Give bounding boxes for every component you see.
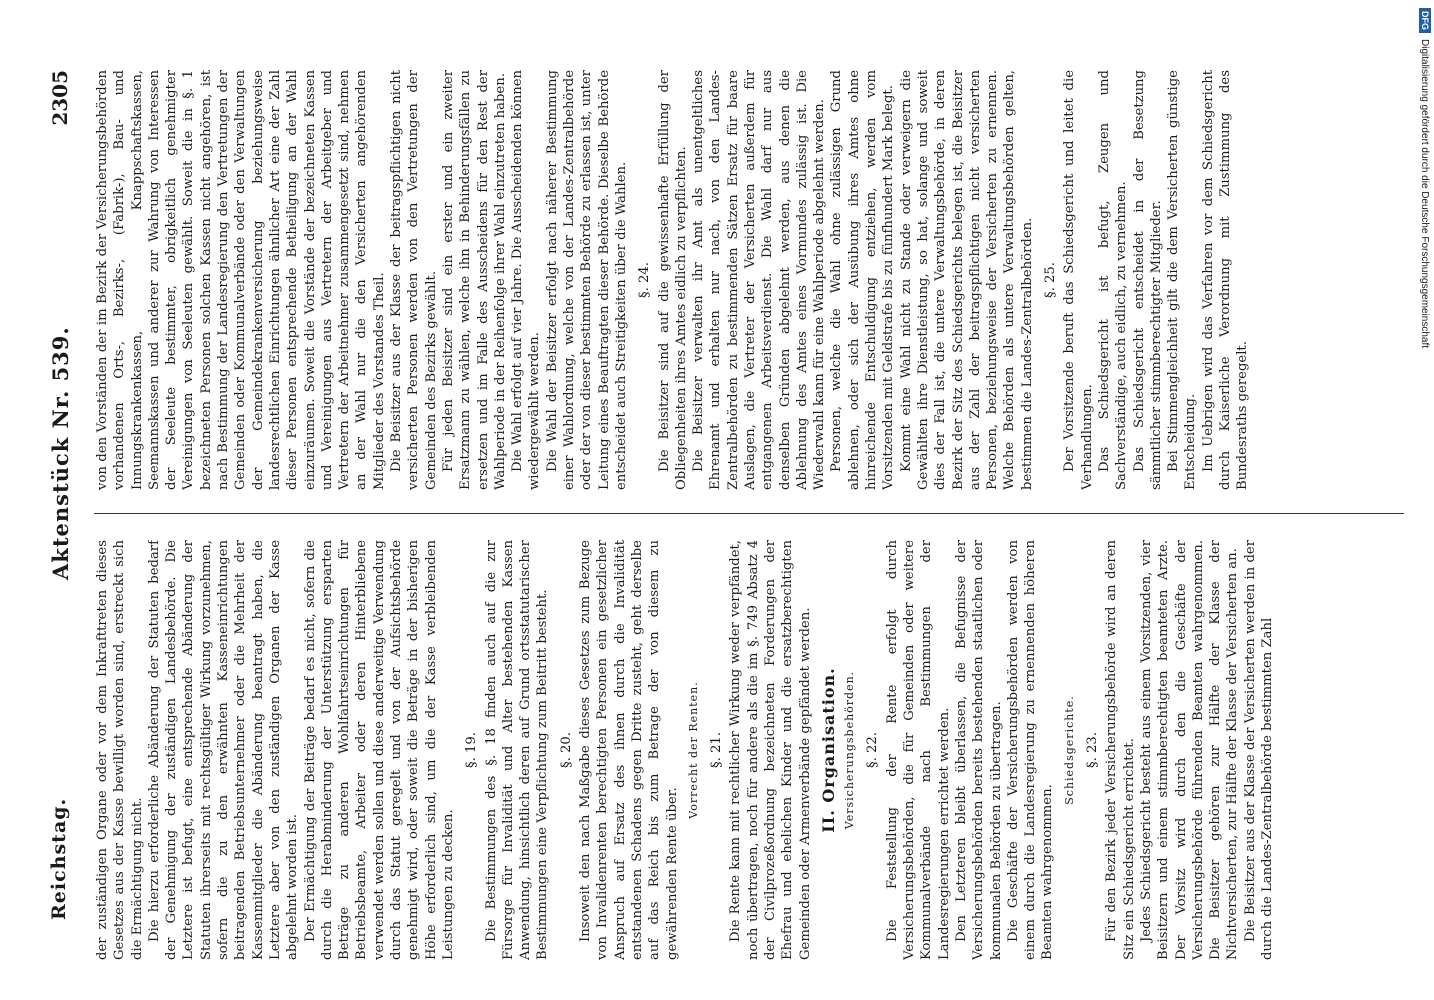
paragraph: Insoweit den nach Maßgabe dieses Gesetzes zum Bezuge von Invalidenrenten berechtigten Personen ein gesetzlicher Anspruch auf Ersatz des ihnen durch die Invalidität entstandenen Schadens gegen Dritte zusteht, geht derselbe auf das Reich bis zum Betrage der von diesem zu gewährenden Rente über. bbox=[578, 540, 680, 960]
paragraph: Personen, welche die Wahl ohne zulässigen Grund ablehnen, oder sich der Ausübung ihres Amtes ohne hinreichende Entschuldigung entziehen, werden vom Vorsitzenden mit Geldstrafe bis zu fünfhundert Mark belegt. bbox=[829, 70, 897, 490]
paragraph: Die Beisitzer aus der Klasse der beitragspflichtigen nicht versicherten Personen werden von den Vertretungen der Gemeinden des Bezirks gewählt. bbox=[389, 70, 439, 490]
column-left bbox=[94, 540, 1408, 960]
paragraph: Die Beisitzer verwalten ihr Amt als unentgeltliches Ehrenamt und erhalten nur nach, von den Landes-Zentralbehörden zu bestimmenden Sätzen Ersatz für baare Auslagen, die Vertreter der Versicherten außerdem für entgangenen Arbeitsverdienst. Die Wahl darf nur aus denselben Gründen abgelehnt werden, aus denen die Ablehnung des Amtes eines Vormundes zulässig ist. Die Wiederwahl kann für eine Wahlperiode abgelehnt werden. bbox=[691, 70, 828, 490]
subheading: Versicherungsbehörden. bbox=[843, 670, 857, 830]
column-divider bbox=[94, 513, 1404, 514]
paragraph: Die Beisitzer aus der Klasse der Versicherten werden in der durch die Landes-Zentralbehörde bestimmten Zahl bbox=[1242, 540, 1275, 960]
paragraph: Die Beisitzer sind auf die gewissenhafte Erfüllung der Obliegenheiten ihres Amtes eidlich zu verpflichten. bbox=[656, 70, 689, 490]
paragraph: Der Ermächtigung der Beiträge bedarf es nicht, sofern die durch die Herabminderung der Unterstützung ersparten Beträge zu anderen Wohlfahrtseinrichtungen für Betriebsbeamte, Arbeiter oder deren Hinterbliebene verwendet werden sollen und diese anderweitige Verwendung durch das Statut geregelt und von der Aufsichtsbehörde genehmigt wird, oder soweit die Beträge in der bisherigen Höhe erforderlich sind, um die der Kasse verbleibenden Leistungen zu decken. bbox=[302, 540, 456, 960]
dfg-logo: DFG bbox=[1419, 8, 1431, 33]
paragraph: Die Wahl der Beisitzer erfolgt nach näherer Bestimmung einer Wahlordnung, welche von der Landes-Zentralbehörde oder der von dieser bestimmten Behörde zu erlassen ist, unter Leitung eines Beauftragten dieser Behörde. Dieselbe Behörde entscheidet auch Streitigkeiten über die Wahlen. bbox=[544, 70, 629, 490]
rotated-document-page bbox=[14, 30, 1414, 980]
section-heading: §. 25. bbox=[1043, 262, 1059, 298]
section-heading: §. 22. bbox=[865, 732, 881, 768]
paragraph: Der Vorsitzende beruft das Schiedsgericht und leitet die Verhandlungen. bbox=[1062, 70, 1095, 490]
part-heading: II. Organisation. bbox=[818, 667, 838, 833]
paragraph: Die hierzu erforderliche Abänderung der Statuten bedarf der Genehmigung der zuständigen Landesbehörde. Die Letztere ist befugt, eine entsprechende Abänderung der Statuten ihrerseits mit rechtsgültiger Wirkung vorzunehmen, sofern die zu den erwähnten Kasseneinrichtungen beitragenden Betriebsunternehmer oder die Mehrheit der Kassenmitglieder die Abänderung beantragt haben, die Letztere aber von den zuständigen Organen der Kasse abgelehnt worden ist. bbox=[146, 540, 301, 960]
paragraph: Im Uebrigen wird das Verfahren vor dem Schiedsgericht durch Kaiserliche Verordnung mit Zustimmung des Bundesraths geregelt. bbox=[1200, 70, 1251, 490]
paragraph: Das Schiedsgericht ist befugt, Zeugen und Sachverständige, auch eidlich, zu vernehmen. bbox=[1096, 70, 1130, 490]
section-heading: §. 21. bbox=[709, 732, 725, 768]
paragraph: Die Wahl erfolgt auf vier Jahre. Die Ausscheidenden können wiedergewählt werden. bbox=[510, 70, 543, 490]
funding-sidebar bbox=[1418, 8, 1434, 992]
header-title: Aktenstück Nr. 539. bbox=[48, 326, 73, 580]
paragraph: Bei Stimmengleichheit gilt die dem Versicherten günstige Entscheidung. bbox=[1166, 70, 1199, 490]
paragraph: Die Feststellung der Rente erfolgt durch Versicherungsbehörden, die für Gemeinden oder weitere Kommunalverbände nach Bestimmungen der Landesregierungen errichtet werden. bbox=[884, 540, 952, 960]
paragraph: Für den Bezirk jeder Versicherungsbehörde wird an deren Sitz ein Schiedsgericht errichtet. bbox=[1104, 540, 1137, 960]
section-heading: §. 19. bbox=[464, 732, 480, 768]
column-right bbox=[94, 70, 1408, 490]
header-left: Reichstag. bbox=[48, 797, 70, 920]
subheading: Vorrecht der Renten. bbox=[686, 681, 700, 819]
paragraph: der zuständigen Organe oder vor dem Inkrafttreten dieses Gesetzes aus der Kasse bewilligt worden sind, erstreckt sich die Ermächtigung nicht. bbox=[95, 540, 145, 960]
paragraph: Den Letzteren bleibt überlassen, die Befugnisse der Versicherungsbehörden bereits bestehenden staatlichen oder kommunalen Behörden zu übertragen. bbox=[953, 540, 1004, 960]
section-heading: §. 20. bbox=[558, 732, 574, 768]
page-number: 2305 bbox=[48, 70, 72, 126]
paragraph: Kommt eine Wahl nicht zu Stande oder verweigern die Gewählten ihre Dienstleistung, so hat, solange und soweit dies der Fall ist, die untere Verwaltungsbehörde, in deren Bezirk der Sitz des Schiedsgerichts belegen ist, die Beisitzer aus der Zahl der beitragspflichtigen nicht versicherten Personen, beziehungsweise der Versicherten zu ernennen. Welche Behörden als untere Verwaltungsbehörden gelten, bestimmen die Landes-Zentralbehörden. bbox=[898, 70, 1035, 490]
paragraph: von den Vorständen der im Bezirk der Versicherungsbehörden vorhandenen Orts-, Bezirks-, (Fabrik-), Bau- und Innungskrankenkassen, Knappschaftskassen, Seemannskassen und anderer zur Wahrung von Interessen der Seeleute bestimmter, obrigkeitlich genehmigter Vereinigungen von Seeleuten gewählt. Soweit die in §. 1 bezeichneten Personen solchen Kassen nicht angehören, ist nach Bestimmung der Landesregierung den Vertretungen der Gemeinden oder Kommunalverbände oder den Verwaltungen der Gemeindekrankenversicherung beziehungsweise landesrechtlichen Einrichtungen ähnlicher Art eine der Zahl dieser Personen entsprechende Betheiligung an der Wahl einzuräumen. Soweit die Vorstände der bezeichneten Kassen und Vereinigungen aus Vertretern der Arbeitgeber und Vertretern der Arbeitnehmer zusammengesetzt sind, nehmen an der Wahl nur die den Versicherten angehörenden Mitglieder des Vorstandes Theil. bbox=[95, 70, 387, 490]
paragraph: Jedes Schiedsgericht besteht aus einem Vorsitzenden, vier Beisitzern und einem stimmberechtigten beamteten Arzte. Der Vorsitz wird durch den die Geschäfte der Versicherungsbehörde führenden Beamten wahrgenommen. Die Beisitzer gehören zur Hälfte der Klasse der Nichtversicherten, zur Hälfte der Klasse der Versicherten an. bbox=[1138, 540, 1241, 960]
section-heading: §. 24. bbox=[637, 262, 653, 298]
paragraph: Die Bestimmungen des §. 18 finden auch auf die zur Fürsorge für Invalidität und Alter bestehenden Kassen Anwendung, hinsichtlich deren auf Grund ortsstatutarischer Bestimmungen eine Verpflichtung zum Beitritt besteht. bbox=[483, 540, 551, 960]
paragraph: Für jeden Beisitzer sind ein erster und ein zweiter Ersatzmann zu wählen, welche ihn in Behinderungsfällen zu ersetzen und im Falle des Ausscheidens für den Rest der Wahlperiode in der Reihenfolge ihrer Wahl einzutreten haben. bbox=[440, 70, 508, 490]
paragraph: Die Geschäfte der Versicherungsbehörden werden von einem durch die Landesregierung zu ernennenden höheren Beamten wahrgenommen. bbox=[1005, 540, 1056, 960]
funding-notice bbox=[1416, 8, 1432, 992]
page-header bbox=[48, 50, 82, 960]
paragraph: Die Rente kann mit rechtlicher Wirkung weder verpfändet, noch übertragen, noch für andere als die im §. 749 Absatz 4 der Civilprozeßordnung bezeichneten Forderungen der Ehefrau und ehelichen Kinder und die ersatzberechtigten Gemeinden oder Armenverbände gepfändet werden. bbox=[728, 540, 813, 960]
section-heading: §. 23. bbox=[1085, 732, 1101, 768]
paragraph: Das Schiedsgericht entscheidet in der Besetzung sämmtlicher stimmberechtigter Mitglieder. bbox=[1131, 70, 1164, 490]
funding-text: Digitalisierung gefördert durch die Deutsche Forschungsgemeinschaft bbox=[1419, 39, 1430, 349]
subheading: Schiedsgerichte. bbox=[1062, 695, 1076, 805]
